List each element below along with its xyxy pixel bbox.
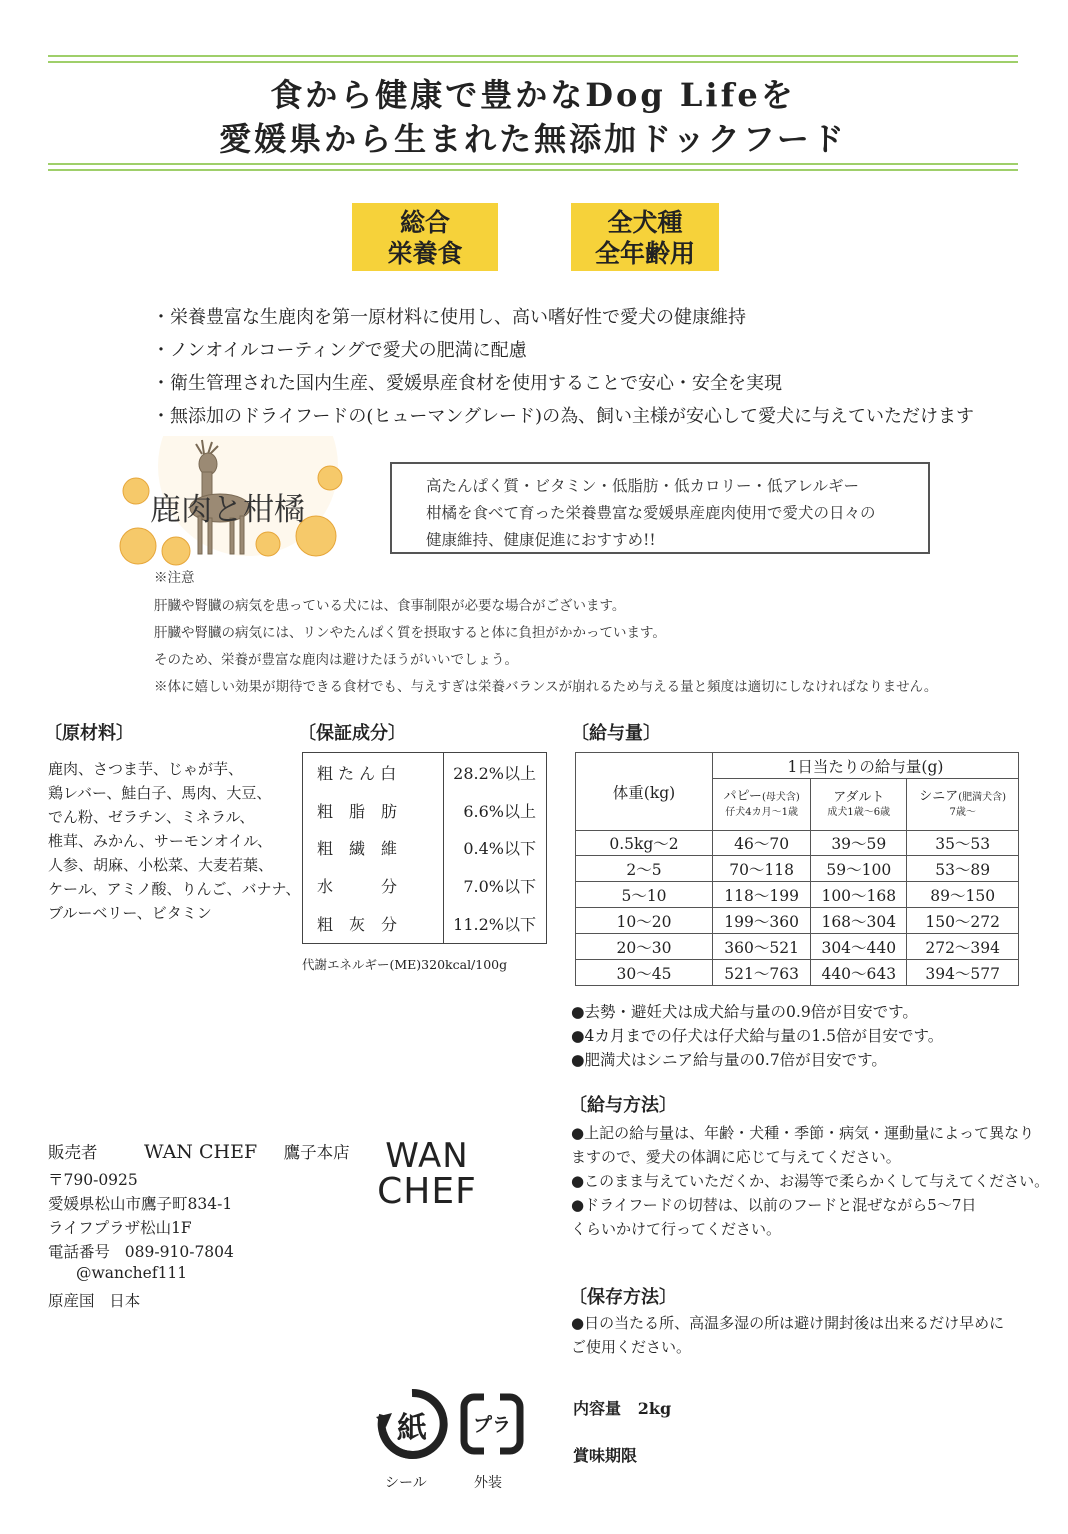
table-row: 5〜10 118〜199 100〜168 89〜150	[576, 882, 1019, 908]
ingredient-line: 鹿肉、さつま芋、じゃが芋、	[48, 760, 244, 778]
feature-line-1: 高たんぱく質・ビタミン・低脂肪・低カロリー・低アレルギー	[426, 477, 859, 495]
bullet-1: ・栄養豊富な生鹿肉を第一原材料に使用し、高い嗜好性で愛犬の健康維持	[152, 307, 746, 328]
table-row: 30〜45 521〜763 440〜643 394〜577	[576, 960, 1019, 986]
storage-heading: 〔保存方法〕	[569, 1287, 677, 1308]
paper-mark: 紙	[397, 1411, 427, 1446]
ingredient-line: 鶏レバー、鮭白子、馬肉、大豆、	[48, 784, 272, 802]
table-row: 2〜5 70〜118 59〜100 53〜89	[576, 856, 1019, 882]
plastic-mark: プラ	[472, 1414, 511, 1436]
table-row: 10〜20 199〜360 168〜304 150〜272	[576, 908, 1019, 934]
energy-label: 代謝エネルギー(ME)320kcal/100g	[302, 957, 508, 972]
seller-phone: 電話番号 089-910-7804	[48, 1243, 234, 1261]
table-row: 水 分 7.0%以下	[303, 867, 547, 905]
ingredient-line: でん粉、ゼラチン、ミネラル、	[48, 808, 255, 826]
feeding-note-3: ●肥満犬はシニア給与量の0.7倍が目安です。	[571, 1051, 887, 1069]
recycle-label-seal: シール	[385, 1475, 427, 1491]
header-line-top-2	[48, 61, 1018, 63]
ingredient-line: ケール、アミノ酸、りんご、バナナ、	[48, 880, 301, 898]
feature-title: 鹿肉と柑橘	[150, 492, 305, 528]
method-line-1: ●上記の給与量は、年齢・犬種・季節・病気・運動量によって異なり	[571, 1124, 1035, 1142]
caution-line-1: 肝臓や腎臓の病気を患っている犬には、食事制限が必要な場合がございます。	[154, 598, 626, 614]
method-line-4: ●ドライフードの切替は、以前のフードと混ぜながら5〜7日	[571, 1196, 977, 1214]
method-line-2: ますので、愛犬の体調に応じて与えてください。	[571, 1148, 901, 1166]
caution-line-3: そのため、栄養が豊富な鹿肉は避けたほうがいいでしょう。	[154, 652, 518, 668]
ingredient-line: 椎茸、みかん、サーモンオイル、	[48, 832, 272, 850]
caution-title: ※注意	[154, 570, 195, 586]
seller-postal: 〒790-0925	[48, 1171, 138, 1189]
expiry-label: 賞味期限	[573, 1446, 638, 1465]
table-row: 粗 脂 肪 6.6%以上	[303, 791, 547, 829]
col-senior: シニア(肥満犬含) 7歳〜	[907, 779, 1019, 831]
ingredients-heading: 〔原材料〕	[44, 723, 134, 744]
feeding-note-1: ●去勢・避妊犬は成犬給与量の0.9倍が目安です。	[571, 1003, 918, 1021]
seller-sns: @wanchef111	[76, 1264, 188, 1282]
table-row: 粗 た ん 白 28.2%以上	[303, 753, 547, 792]
caution-line-4: ※体に嬉しい効果が期待できる食材でも、与えすぎは栄養バランスが崩れるため与える量と頻度は適切にしなければなりません。	[154, 679, 938, 695]
ingredient-line: 人参、胡麻、小松菜、大麦若葉、	[48, 856, 274, 874]
storage-line-2: ご使用ください。	[571, 1338, 692, 1356]
header-title-1: 食から健康で豊かなDog Lifeを	[270, 76, 796, 114]
header-title-2: 愛媛県から生まれた無添加ドックフード	[219, 120, 847, 158]
bullet-2: ・ノンオイルコーティングで愛犬の肥満に配慮	[152, 340, 527, 361]
feature-box	[390, 462, 930, 554]
feature-line-3: 健康維持、健康促進におすすめ!!	[426, 531, 656, 549]
table-row: 0.5kg〜2 46〜70 39〜59 35〜53	[576, 831, 1019, 856]
table-row: 粗 灰 分 11.2%以下	[303, 905, 547, 944]
guaranteed-table	[302, 752, 547, 944]
seller-line: 販売者 WAN CHEF 鷹子本店	[48, 1141, 350, 1163]
col-puppy: パピー(母犬含) 仔犬4カ月〜1歳	[713, 779, 811, 831]
table-row: 20〜30 360〜521 304〜440 272〜394	[576, 934, 1019, 960]
recycle-label-outer: 外装	[474, 1475, 502, 1491]
seller-origin: 原産国 日本	[48, 1292, 141, 1310]
bullet-4: ・無添加のドライフードの(ヒューマングレード)の為、飼い主様が安心して愛犬に与えていただけます	[152, 406, 975, 427]
method-line-3: ●このまま与えていただくか、お湯等で柔らかくして与えてください。	[571, 1172, 1050, 1190]
caution-line-2: 肝臓や腎臓の病気には、リンやたんぱく質を摂取すると体に負担がかかっています。	[154, 625, 666, 641]
header-line-top-1	[48, 55, 1018, 57]
table-row: 体重(kg) 1日当たりの給与量(g)	[576, 753, 1019, 779]
badge-complete-nutrition: 総合 栄養食	[352, 203, 498, 271]
guaranteed-heading: 〔保証成分〕	[298, 723, 406, 744]
bullet-3: ・衛生管理された国内生産、愛媛県産食材を使用することで安心・安全を実現	[152, 373, 782, 394]
wanchef-logo: WAN CHEF	[377, 1136, 477, 1212]
header-line-bottom-1	[48, 163, 1018, 165]
storage-line-1: ●日の当たる所、高温多湿の所は避け開封後は出来るだけ早めに	[571, 1314, 1005, 1332]
ingredient-line: ブルーベリー、ビタミン	[48, 904, 212, 922]
feeding-table	[575, 752, 1019, 986]
method-line-5: くらいかけて行ってください。	[571, 1220, 782, 1238]
feeding-heading: 〔給与量〕	[571, 723, 661, 744]
feature-line-2: 柑橘を食べて育った栄養豊富な愛媛県産鹿肉使用で愛犬の日々の	[426, 504, 876, 522]
method-heading: 〔給与方法〕	[569, 1095, 677, 1116]
header-line-bottom-2	[48, 169, 1018, 171]
seller-address-2: ライフプラザ松山1F	[48, 1219, 192, 1237]
badge-all-breeds: 全犬種 全年齢用	[571, 203, 719, 271]
seller-address-1: 愛媛県松山市鷹子町834-1	[48, 1195, 233, 1213]
content-amount: 内容量 2kg	[573, 1399, 672, 1418]
feeding-note-2: ●4カ月までの仔犬は仔犬給与量の1.5倍が目安です。	[571, 1027, 944, 1045]
table-row: 粗 繊 維 0.4%以下	[303, 829, 547, 867]
col-adult: アダルト 成犬1歳〜6歳	[811, 779, 907, 831]
